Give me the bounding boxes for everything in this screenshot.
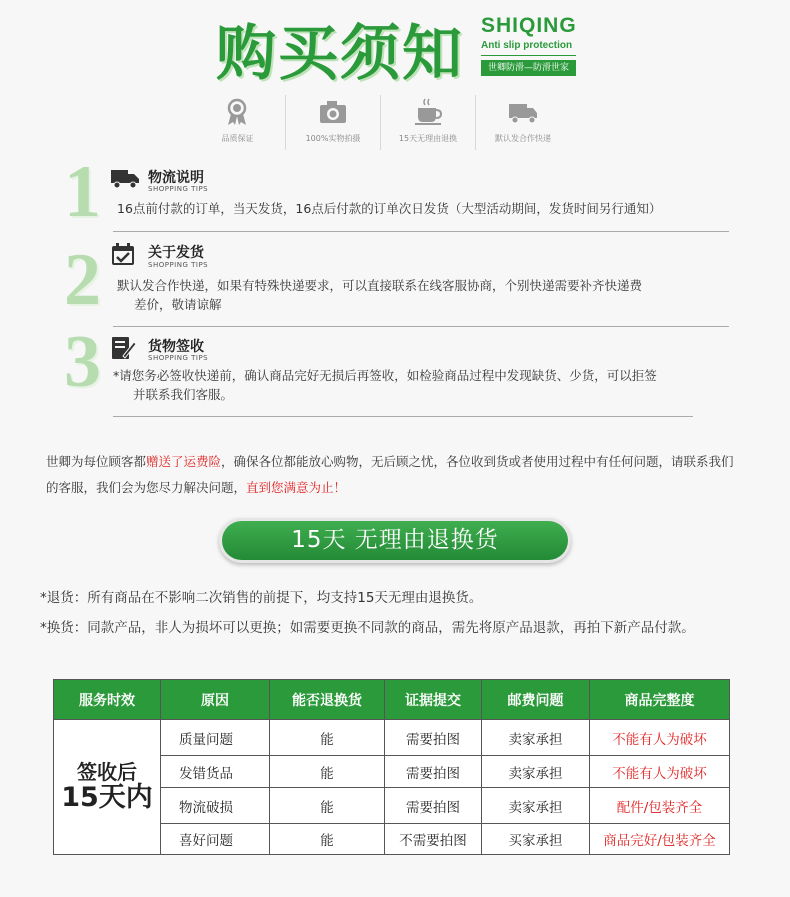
return-banner bbox=[219, 518, 571, 563]
tip-text bbox=[117, 276, 642, 314]
return-banner-text: 15天 无理由退换货 bbox=[222, 521, 568, 560]
integrity-cell: 商品完好/包装齐全 bbox=[590, 824, 730, 855]
tip-divider bbox=[113, 326, 729, 327]
notice-highlight: 赠送了运费险 bbox=[146, 454, 222, 469]
feature-label: 15天无理由退换 bbox=[398, 134, 458, 143]
feature-photo bbox=[285, 95, 380, 150]
evidence-cell: 需要拍图 bbox=[385, 720, 482, 756]
column-header: 服务时效 bbox=[54, 680, 161, 720]
tip-divider bbox=[113, 231, 729, 232]
integrity-cell: 配件/包装齐全 bbox=[590, 788, 730, 824]
column-header: 能否退换货 bbox=[270, 680, 385, 720]
reason-cell: 质量问题 bbox=[161, 720, 270, 756]
tip-title: 物流说明 bbox=[148, 170, 204, 186]
tip-line-text: 默认发合作快递，如果有特殊快递要求，可以直接联系在线客服协商，个别快递需要补齐快递费 bbox=[117, 278, 643, 293]
returnable-cell: 能 bbox=[270, 756, 385, 788]
notice-highlight: 直到您满意为止！ bbox=[246, 480, 347, 495]
tip-line-text: 并联系我们客服。 bbox=[133, 387, 234, 402]
brand-divider bbox=[481, 55, 576, 56]
service-period-cell bbox=[54, 720, 161, 855]
return-policy: *退货：所有商品在不影响二次销售的前提下，均支持15天无理由退换货。 bbox=[40, 590, 483, 606]
tip-subtitle: SHOPPING TIPS bbox=[148, 354, 209, 362]
sign-document-icon bbox=[111, 336, 137, 360]
feature-delivery bbox=[475, 95, 570, 150]
feature-label: 品质保证 bbox=[221, 134, 254, 143]
tip-subtitle: SHOPPING TIPS bbox=[148, 261, 209, 269]
evidence-cell: 不需要拍图 bbox=[385, 824, 482, 855]
tip-text bbox=[113, 366, 657, 404]
notice-text: 世卿为每位顾客都 bbox=[46, 454, 147, 469]
truck-icon bbox=[111, 167, 139, 189]
tip-number: 1 bbox=[64, 151, 101, 233]
column-header: 商品完整度 bbox=[590, 680, 730, 720]
feature-quality bbox=[190, 95, 285, 150]
service-period-line1: 签收后 bbox=[77, 760, 137, 785]
shipping-cell: 买家承担 bbox=[482, 824, 590, 855]
reason-cell: 发错货品 bbox=[161, 756, 270, 788]
calendar-check-icon bbox=[111, 242, 135, 266]
feature-strip bbox=[190, 95, 570, 150]
page-title: 购买须知 bbox=[216, 19, 464, 89]
brand-subtitle: Anti slip protection bbox=[481, 40, 573, 51]
column-header: 邮费问题 bbox=[482, 680, 590, 720]
shipping-cell: 卖家承担 bbox=[482, 720, 590, 756]
tip-number: 2 bbox=[64, 239, 101, 321]
column-header: 原因 bbox=[161, 680, 270, 720]
reason-cell: 物流破损 bbox=[161, 788, 270, 824]
table-header-row bbox=[54, 680, 730, 720]
shipping-cell: 卖家承担 bbox=[482, 788, 590, 824]
brand-tag: 世卿防滑—防滑世家 bbox=[481, 60, 576, 76]
service-table bbox=[53, 679, 730, 855]
tip-line-text: *请您务必签收快递前，确认商品完好无损后再签收，如检验商品过程中发现缺货、少货，可以拒签 bbox=[113, 368, 657, 383]
tip-line-text: 16点前付款的订单，当天发货，16点后付款的订单次日发货（大型活动期间，发货时间另行通知） bbox=[117, 201, 662, 216]
camera-icon bbox=[318, 97, 348, 127]
brand-name: SHIQING bbox=[481, 14, 577, 37]
feature-return bbox=[380, 95, 475, 150]
tip-line-text: 差价，敬请谅解 bbox=[134, 297, 222, 312]
delivery-truck-icon bbox=[508, 97, 538, 127]
table-row bbox=[54, 720, 730, 756]
tip-title: 关于发货 bbox=[148, 245, 204, 261]
column-header: 证据提交 bbox=[385, 680, 482, 720]
exchange-policy: *换货：同款产品，非人为损坏可以更换；如需要更换不同款的商品，需先将原产品退款，再拍下新产品付款。 bbox=[40, 620, 695, 636]
integrity-cell: 不能有人为破坏 bbox=[590, 756, 730, 788]
award-ribbon-icon bbox=[222, 97, 252, 127]
tip-title: 货物签收 bbox=[148, 339, 204, 355]
tip-number: 3 bbox=[64, 321, 101, 403]
tip-text bbox=[117, 199, 661, 218]
reason-cell: 喜好问题 bbox=[161, 824, 270, 855]
tip-subtitle: SHOPPING TIPS bbox=[148, 185, 209, 193]
returnable-cell: 能 bbox=[270, 788, 385, 824]
feature-label: 100%实物拍摄 bbox=[305, 134, 361, 143]
coffee-cup-icon bbox=[413, 97, 443, 127]
feature-label: 默认发合作快递 bbox=[495, 134, 551, 143]
returnable-cell: 能 bbox=[270, 720, 385, 756]
tip-divider bbox=[113, 416, 693, 417]
shipping-cell: 卖家承担 bbox=[482, 756, 590, 788]
returnable-cell: 能 bbox=[270, 824, 385, 855]
evidence-cell: 需要拍图 bbox=[385, 756, 482, 788]
evidence-cell: 需要拍图 bbox=[385, 788, 482, 824]
integrity-cell: 不能有人为破坏 bbox=[590, 720, 730, 756]
service-period-line2: 15天内 bbox=[61, 782, 153, 814]
notice-text: ，确保各位都能放心购物，无后顾之忧，各位收到货或者使用过程中有任何问题，请联系我们的客服，我们会为您尽力解决问题， bbox=[46, 454, 734, 495]
freight-insurance-notice bbox=[46, 449, 746, 501]
